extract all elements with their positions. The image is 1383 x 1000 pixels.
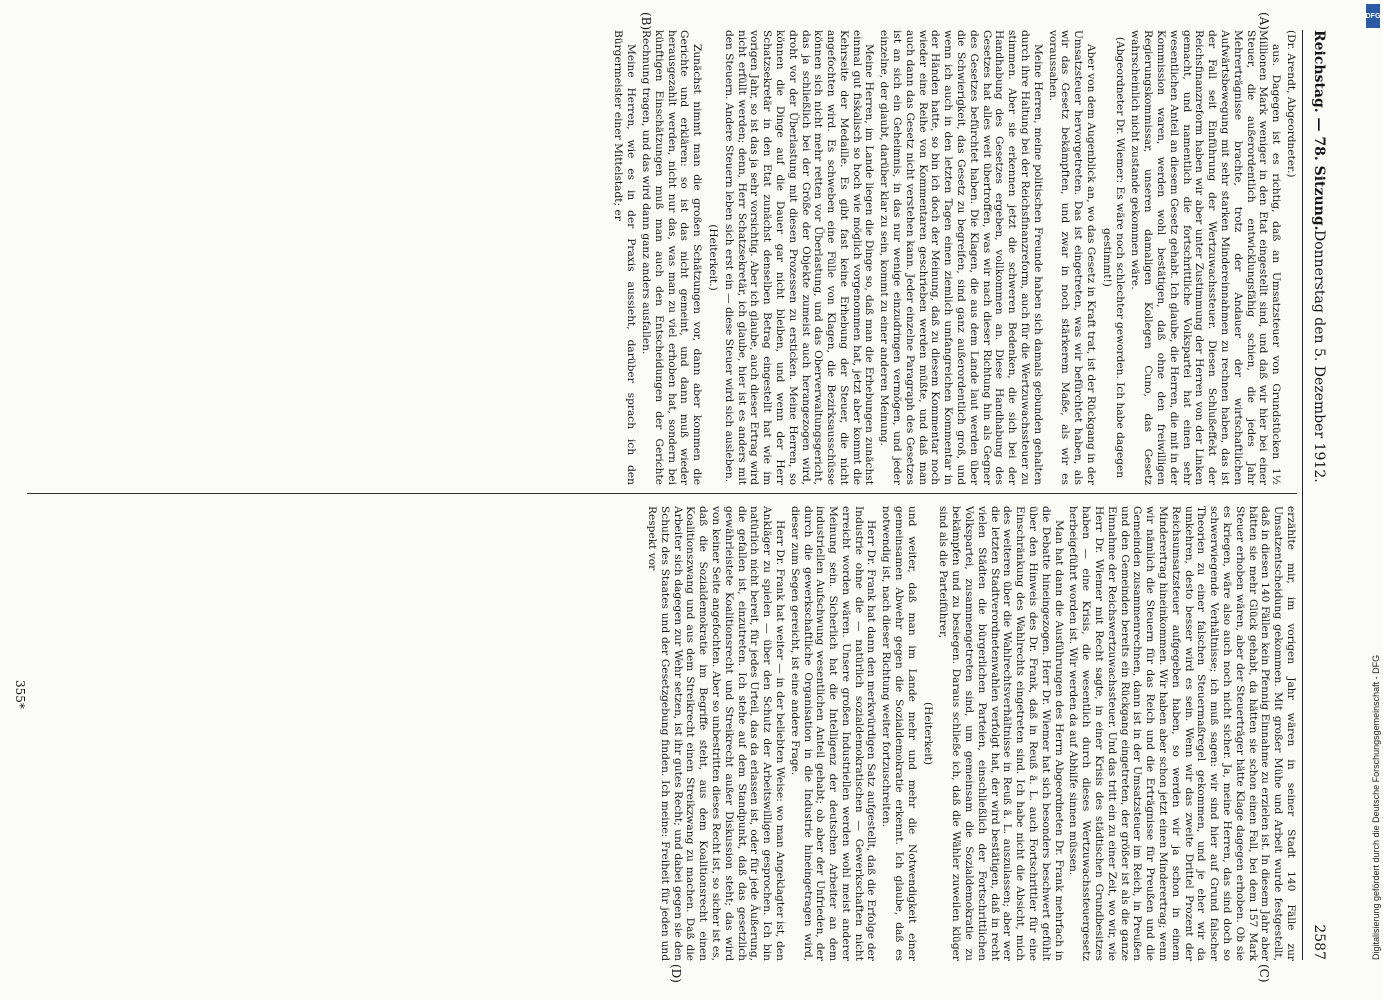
paragraph: Man hat dann die Ausführungen des Herrn Abgeordneten Dr. Frank mehrfach in die Debatte hineingezogen. Herr Dr. Wiemer hat sich besonders beschwert gefühlt über den Hinweis des Dr. Frank, daß in Reuß ä. L. auch Fortschrittler für eine Einschränkung des Wahlrechts eingetreten sind. Ich habe nicht die Absicht, mich des weiteren über die Wahlrechtsverhältnisse in Reuß ä. L. auszulassen; aber wer die letzten Stadtverordnetenwahlen verfolgt hat, der wird bestätigen, daß in recht vielen Städten die bürgerlichen Parteien, einschließlich der Fortschrittlichen Volkspartei, zusammengetreten sind, um gemeinsam die Sozialdemokratie zu bekämpfen und zu besiegen. Daraus schließe ich, daß die Wähler zuweilen klüger sind als die Parteiführer,: [937, 506, 1065, 961]
interjection: (Heiterkeit): [921, 701, 934, 766]
paragraph: Meine Herren, im Lande liegen die Dinge so, daß man die Erhebungen zunächst einmal gut fiskalisch so hoch wie möglich vorgenommen hat, jetzt aber kommt die Kehrseite der Medaille. Es gibt fast keine Erhebung der Steuer, die nicht angefochten wird. Es schweben eine Fülle von Klagen, die Bezirksausschüsse können sich nicht mehr retten vor Überlastung, und das Oberverwaltungsgericht, das ja schließlich bei der Größe der Objekte zumeist auch herangezogen wird, droht vor der Überlastung mit diesen Prozessen zu ersticken. Meine Herren, so können die Dinge auf die Dauer gar nicht bleiben, und wenn der Herr Schatzsekretär in den Etat zunächst denselben Betrag eingestellt hat wie im vorigen Jahr, so ist das ja sehr vorsichtig. Aber ich glaube, auch dieser Ertrag wird nicht erfüllt werden; denn, Herr Schatzsekretär, ich glaube, hier ist es anders mit den Steuern. Andere Steuern leben sich erst ein — diese Steuer wird sich ausleben.: [722, 30, 876, 485]
digitization-credit-text: Digitalisierung gefördert durch die Deutsche Forschungsgemeinschaft - DFG: [1371, 654, 1381, 960]
header-rule: [1302, 30, 1303, 960]
column-divider: [27, 493, 1297, 494]
dfg-logo-text: DFG: [1365, 12, 1381, 20]
paragraph: erzählte mir, im vorigen Jahr wären in seiner Stadt 140 Fälle zur Umsatzentscheidung gekommen. Mit großer Mühe und Arbeit wurde festgestellt, daß in diesen 140 Fällen kein Pfennig Einnahme zu erzielen ist. In diesem Jahr aber hätten sie mehr Glück gehabt, da hätten sie schon einen Fall, bei dem 157 Mark Steuer erhoben wären, aber der Steuerträger hätte Klage dagegen erhoben. Ob sie es kriegen, wäre also auch noch nicht sicher. Ja, meine Herren, das sind doch so schwerwiegende Verhältnisse; ich muß sagen: wir sind hier auf Grund falscher Theorien zu einer falschen Steuermaßregel gekommen, und je eher wir da umkehren, desto besser wird es sein. Wenn wir das zweite Drittel Prozent der Reichsumsatzsteuer aufgegeben haben, so werden wir ja schon in einem Minderertrag hineinkommen. Wir haben aber schon jetzt einen Minderertrag; wenn wir nämlich die Steuern für das Reich und die Erträgnisse für Preußen und die Gemeinden zusammenrechnen, dann ist in der Umsatzsteuer im Reich, in Preußen und den Gemeinden bereits ein Rückgang eingetreten, der größer ist als die ganze Einnahme der Reichswertzuwachssteuer. Und das tritt ein zu einer Zeit, wo wir, wie Herr Dr. Wiemer mit Recht sagte, in einer Krisis des städtischen Grundbesitzes haben — eine Krisis, die wesentlich durch dieses Wertzuwachssteuergesetz herbeigeführt worden ist. Wir werden da auf Abhilfe sinnen müssen.: [1067, 506, 1297, 961]
digitization-credit: [1357, 20, 1381, 980]
paragraph: Herr Dr. Frank hat dann den merkwürdigen Satz aufgestellt, daß die Erfolge der Industrie ohne die — natürlich sozialdemokratischen — Gewerkschaften nicht erreicht worden wären. Unsere großen Industriellen werden wohl meist anderer Meinung sein. Sicherlich hat die Intelligenz der deutschen Arbeiter an dem industriellen Aufschwung wesentlichen Anteil gehabt; ob aber der Unfrieden, der durch die gewerkschaftliche Organisation in die Industrie hineingetragen wird, dieser zum Segen gereicht, ist eine andere Frage.: [788, 506, 878, 961]
paragraph: Zunächst nimmt man die großen Schätzungen vor, dann aber kommen die Gerichte und erklären: so ist das nicht gemeint, und dann muß wieder herausgezahlt werden, nicht nur das, was man zu viel erhoben hat, sondern bei künftigen Einschätzungen muß man auch den Entscheidungen der Gerichte Rechnung tragen, und das wird dann ganz anders ausfallen.: [639, 30, 704, 485]
header-date: Donnerstag den 5. Dezember 1912.: [1311, 230, 1327, 483]
interjection: (Abgeordneter Dr. Wiemer: Es wäre noch schlechter geworden. Ich habe dagegen gestimmt!): [1100, 36, 1126, 479]
margin-marker-c: (C): [1257, 964, 1271, 983]
margin-marker-a: (A): [1257, 12, 1271, 31]
sheet-signature: 355*: [13, 680, 27, 709]
paragraph: Meine Herren, wie es in der Praxis aussieht, darüber sprach ich den Bürgermeister einer Mittelstadt; er: [612, 30, 638, 485]
paragraph: Meine Herren, meine politischen Freunde haben sich damals gebunden gehalten durch ihre Haltung bei der Reichsfinanzreform, auch für die Wertzuwachssteuer zu stimmen. Aber sie erkennen jetzt die schweren Bedenken, die sich bei der Handhabung des Gesetzes ergeben, vollkommen an. Diese Handhabung des Gesetzes hat alles weit übertroffen, was wir nach dieser Richtung hin als Gegner des Gesetzes befürchtet haben. Die Klagen, die aus dem Lande laut werden über die Schwierigkeit, das Gesetz zu begreifen, sind ganz außerordentlich groß, und wenn ich auch in den letzten Tagen einen ziemlich umfangreichen Kommentar in der Händen hatte, so bin ich doch der Meinung, daß zu diesem Kommentar noch wieder eine Reihe von Kommentaren geschrieben werden müßte, und daß man auch dann das Gesetz nicht verstehen kann. Jeder einzelne Paragraph des Gesetzes ist an sich ein Geheimnis, in das nur wenige einzudringen vermögen, und jeder einzelne, der glaubt, darüber klar zu sein, kommt zu einer anderen Meinung.: [878, 30, 1044, 485]
interjection: (Heiterkeit.): [706, 224, 719, 291]
paragraph: Herr Dr. Frank hat weiter — in der beliebten Weise: wo man Angeklagter ist, den Ankläger zu spielen — über den Schutz der Arbeitswilligen gesprochen. Ich bin natürlich nicht bereit, für jedes Urteil, das da erlassen ist, oder für jede Äußerung, die gefallen ist, einzutreten. Ich stehe auf dem Standpunkt, daß das gesetzlich gewährleistete Koalitionsrecht und Streikrecht außer Diskussion steht; das wird von keiner Seite angefochten. Aber so unbestritten dieses Recht ist, so sicher ist es, daß die Sozialdemokratie im Begriffe steht, aus dem Koalitionsrecht einen Koalitionszwang und aus dem Streikrecht einen Streikzwang zu machen. Daß die Arbeiter sich dagegen zur Wehr setzen, ist ihr gutes Recht; und dabei gegen sie den Schutz des Staates und der Gesetzgebung finden. Ich meine: Freiheit für jeden und Respekt vor: [645, 506, 786, 961]
header-left: Reichstag. — 78. Sitzung.: [1311, 30, 1327, 231]
speaker-tag: (Dr. Arendt, Abgeordneter.): [1285, 30, 1297, 178]
dfg-logo-icon: [1366, 4, 1380, 28]
paragraph: Aber von dem Augenblick an, wo das Gesetz in Kraft trat, ist der Rückgang in der Umsatzsteuer hervorgetreten. Das ist eingetreten, was wir befürchtet haben, als wir das Gesetz bekämpften, und zwar in noch stärkerem Maße, als wir es voraussahen.: [1046, 30, 1098, 485]
page-number: 2587: [1311, 924, 1327, 960]
paragraph: und weiter, daß man im Lande mehr und mehr die Notwendigkeit einer gemeinsamen Abwehr gegen die Sozialdemokratie erkennt. Ich glaube, daß es notwendig ist, nach dieser Richtung weiter fortzuschreiten.: [880, 506, 918, 961]
margin-marker-d: (D): [669, 964, 683, 983]
text-column-left: [27, 30, 1297, 485]
text-column-right: [27, 506, 1297, 961]
paragraph: aus. Dagegen ist es richtig, daß an Umsatzsteuer von Grundstücken 1½ Millionen Mark weniger in den Etat eingestellt sind, und daß wir hier bei einer Steuer, die außerordentlich entwicklungsfähig schien, die jedes Jahr Mehrerträgnisse brachte, trotz der Andauer der wirtschaftlichen Aufwärtsbewegung mit sehr starken Mindereinnahmen zu rechnen haben, das ist der Fall seit Einführung der Wertzuwachssteuer. Diesen Schlußeffekt der Reichsfinanzreform haben wir aber unter Zustimmung der Herren von der Linken gemacht, und namentlich die fortschrittliche Volkspartei hat einen sehr wesentlichen Anteil an diesem Gesetz gehabt. Ich glaube, die Herren, die mit in der Kommission waren, werden wohl bestätigen, daß ohne den freiwilligen Regierungskommissar, unseren damaligen Kollegen Cuno, das Gesetz wahrscheinlich nicht zustande gekommen wäre.: [1129, 30, 1283, 485]
page-header: [1305, 30, 1327, 960]
margin-marker-b: (B): [639, 12, 653, 31]
